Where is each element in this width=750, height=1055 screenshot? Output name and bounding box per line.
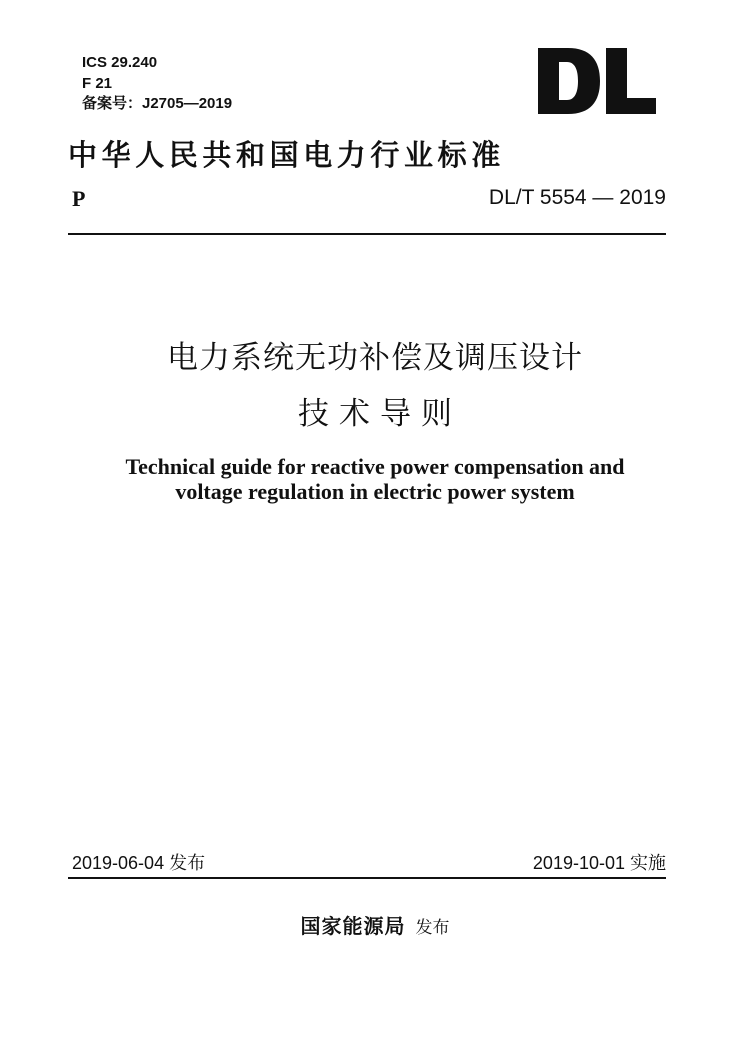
issuer-action: 发布 [415,918,450,938]
dl-logo [538,48,656,114]
issuer-line [0,910,750,939]
publish-date: 2019-06-04 发布 [72,853,206,873]
top-divider [68,233,666,235]
standard-category-name: 中华人民共和国电力行业标准 [68,138,505,172]
title-cn-line2: 技术导则 [298,396,462,432]
bottom-divider [68,877,666,879]
classification-letter: P [72,186,86,211]
implement-date: 2019-10-01 实施 [532,853,666,873]
standard-number: DL/T 5554 — 2019 [488,186,666,209]
title-en-line1: Technical guide for reactive power compensation and [125,454,625,479]
classification-code: F 21 [82,75,113,92]
issuer-name: 国家能源局 [300,914,406,938]
title-cn-line1: 电力系统无功补偿及调压设计 [167,340,583,376]
record-number: 备案号：J2705—2019 [82,95,233,112]
title-en-line2: voltage regulation in electric power system [175,479,575,504]
ics-code: ICS 29.240 [82,54,158,71]
